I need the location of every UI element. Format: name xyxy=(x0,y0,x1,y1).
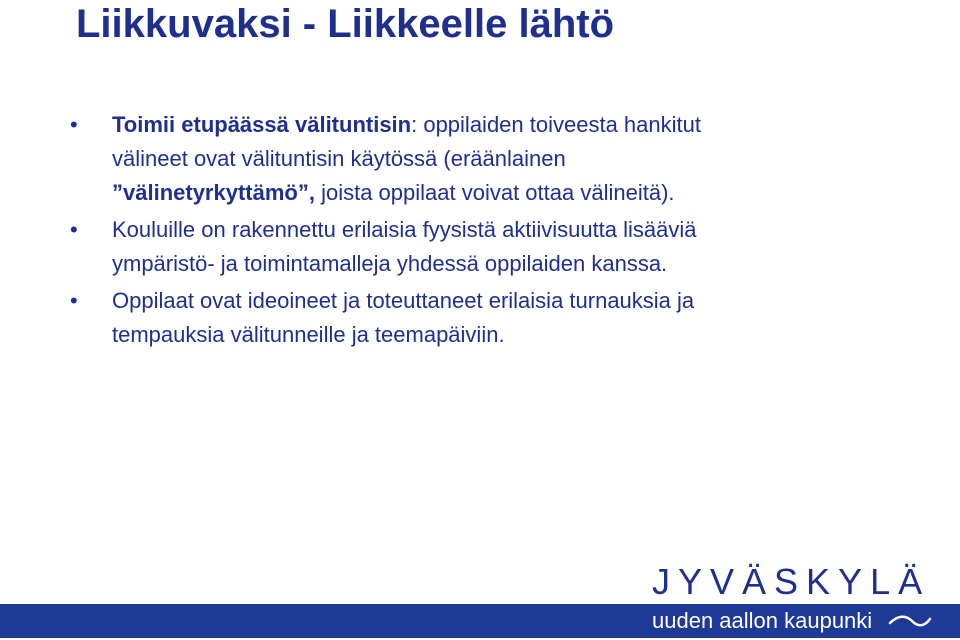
bullet-dot-icon: • xyxy=(70,217,78,242)
bullet-dot-icon: • xyxy=(70,112,78,137)
bullet-2-line-1: Kouluille on rakennettu erilaisia fyysistä aktiivisuutta lisääviä xyxy=(112,217,697,242)
wave-icon xyxy=(888,613,932,629)
bullet-1-line-3-rest: joista oppilaat voivat ottaa välineitä). xyxy=(314,180,675,205)
bullet-item-1 xyxy=(0,108,960,210)
bullet-3-line-2: tempauksia välitunneille ja teemapäiviin. xyxy=(112,322,505,347)
bullet-list xyxy=(0,108,960,355)
bullet-1-bold-lead: Toimii etupäässä välituntisin xyxy=(112,112,412,137)
bullet-1-line-2: välineet ovat välituntisin käytössä (eräänlainen xyxy=(112,146,566,171)
bullet-1-line-3 xyxy=(112,176,900,210)
jyvaskyla-wordmark: JYVÄSKYLÄ xyxy=(652,561,931,602)
bullet-dot-icon: • xyxy=(70,288,78,313)
bullet-2-line-2: ympäristö- ja toimintamalleja yhdessä oppilaiden kanssa. xyxy=(112,251,668,276)
bullet-1-line-1 xyxy=(112,108,900,142)
bullet-item-2 xyxy=(0,213,960,281)
bullet-1-bold-term: ”välinetyrkyttämö”, xyxy=(112,180,315,205)
bullet-3-line-1: Oppilaat ovat ideoineet ja toteuttaneet erilaisia turnauksia ja xyxy=(112,288,695,313)
bullet-item-3 xyxy=(0,284,960,352)
footer-bar xyxy=(0,604,960,638)
footer-tagline: uuden aallon kaupunki xyxy=(652,608,873,633)
bullet-1-rest: : oppilaiden toiveesta hankitut xyxy=(411,112,701,137)
slide-title: Liikkuvaksi - Liikkeelle lähtö xyxy=(76,2,615,46)
